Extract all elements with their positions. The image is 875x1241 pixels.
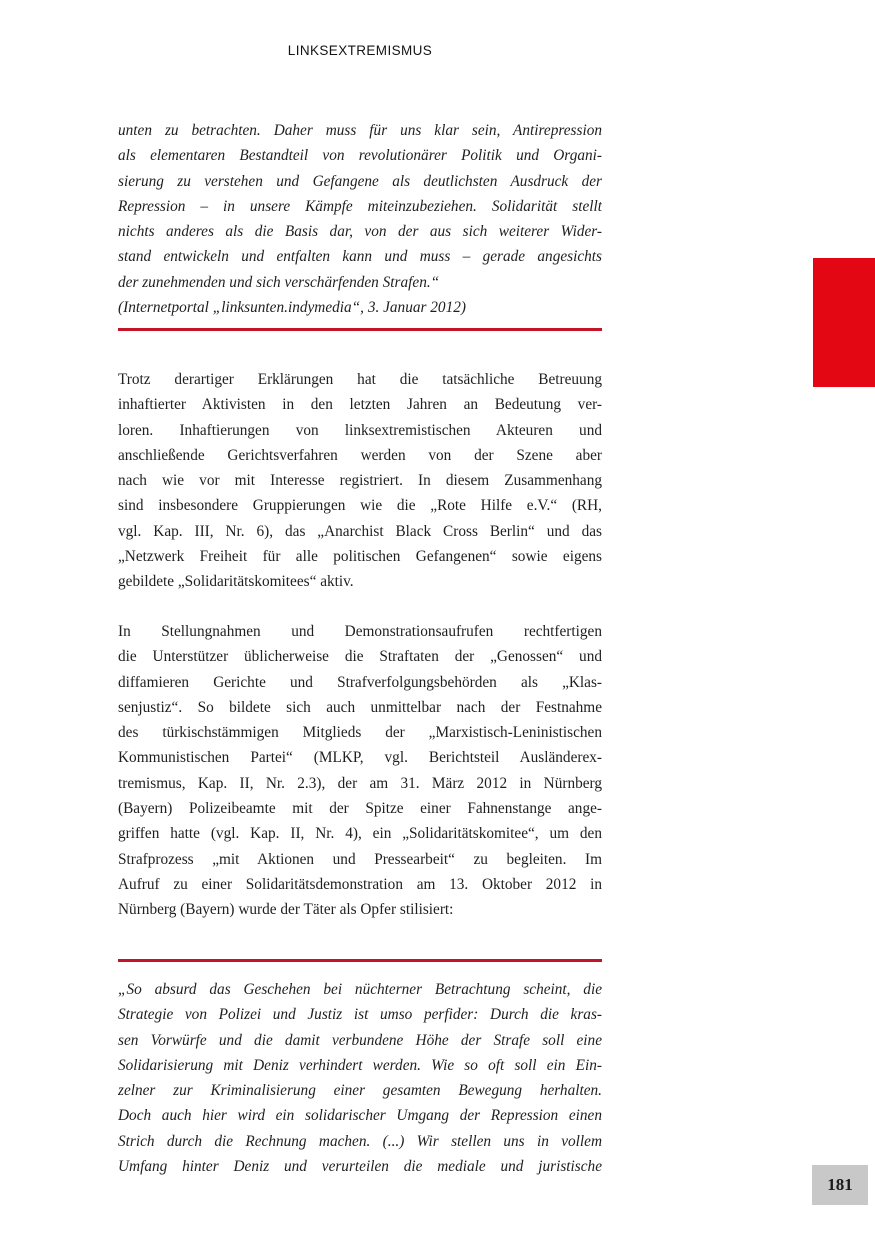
body-paragraph-2: In Stellungnahmen und Demonstrationsaufrufen rechtfertigen die Unterstützer üblicherweise die Straftaten der „Genossen“ und diffamieren Gerichte und Strafverfolgungsbehörden als „Klas- senjustiz“. So bildete sich auch unmittelbar nach der Festnahme des türkischstämmigen Mitglieds der „Marxistisch-Leninistischen Kommunistischen Partei“ (MLKP, vgl. Berichtsteil Ausländerex- tremismus, Kap. II, Nr. 2.3), der am 31. März 2012 in Nürnberg (Bayern) Polizeibeamte mit der Spitze einer Fahnenstange ange- griffen hatte (vgl. Kap. II, Nr. 4), ein „Solidaritätskomitee“, um den Strafprozess „mit Aktionen und Pressearbeit“ zu begleiten. Im Aufruf zu einer Solidaritätsdemonstration am 13. Oktober 2012 in Nürnberg (Bayern) wurde der Täter als Opfer stilisiert: xyxy=(118,623,602,919)
quote-block-1: unten zu betrachten. Daher muss für uns klar sein, Antirepression als elementaren Bestandteil von revolutionärer Politik und Organi- sierung zu verstehen und Gefangene als deutlichsten Ausdruck der Repression – in unsere Kämpfe miteinzubeziehen. Solidarität stellt nichts anderes als die Basis dar, von der aus sich weiterer Wider- stand entwickeln und entfalten kann und muss – gerade angesichts der zunehmenden und sich verschärfenden Strafen.“ xyxy=(118,122,602,291)
divider-rule-bottom xyxy=(118,959,602,962)
quote-1-citation: (Internetportal „linksunten.indymedia“, 3. Januar 2012) xyxy=(118,299,466,316)
quote-block-2: „So absurd das Geschehen bei nüchterner Betrachtung scheint, die Strategie von Polizei und Justiz ist umso perfider: Durch die kras- sen Vorwürfe und die damit verbundene Höhe der Strafe soll eine Solidarisierung mit Deniz verhindert werden. Wie so oft soll ein Ein- zelner zur Kriminalisierung einer gesamten Bewegung herhalten. Doch auch hier wird ein solidarischer Umgang der Repression einen Strich durch die Rechnung machen. (...) Wir stellen uns in vollem Umfang hinter Deniz und verurteilen die mediale und juristische xyxy=(118,981,602,1176)
page-number: 181 xyxy=(827,1175,853,1194)
body-paragraph-1: Trotz derartiger Erklärungen hat die tatsächliche Betreuung inhaftierter Aktivisten in den letzten Jahren an Bedeutung ver- loren. Inhaftierungen von linksextremistischen Akteuren und anschließende Gerichtsverfahren werden von der Szene aber nach wie vor mit Interesse registriert. In diesem Zusammenhang sind insbesondere Gruppierungen wie die „Rote Hilfe e.V.“ (RH, vgl. Kap. III, Nr. 6), das „Anarchist Black Cross Berlin“ und das „Netzwerk Freiheit für alle politischen Gefangenen“ sowie eigens gebildete „Solidaritätskomitees“ aktiv. xyxy=(118,371,602,591)
running-header: LINKSEXTREMISMUS xyxy=(287,43,433,58)
chapter-marker-tab xyxy=(813,258,875,387)
page-number-badge xyxy=(812,1165,868,1205)
divider-rule-top xyxy=(118,328,602,331)
